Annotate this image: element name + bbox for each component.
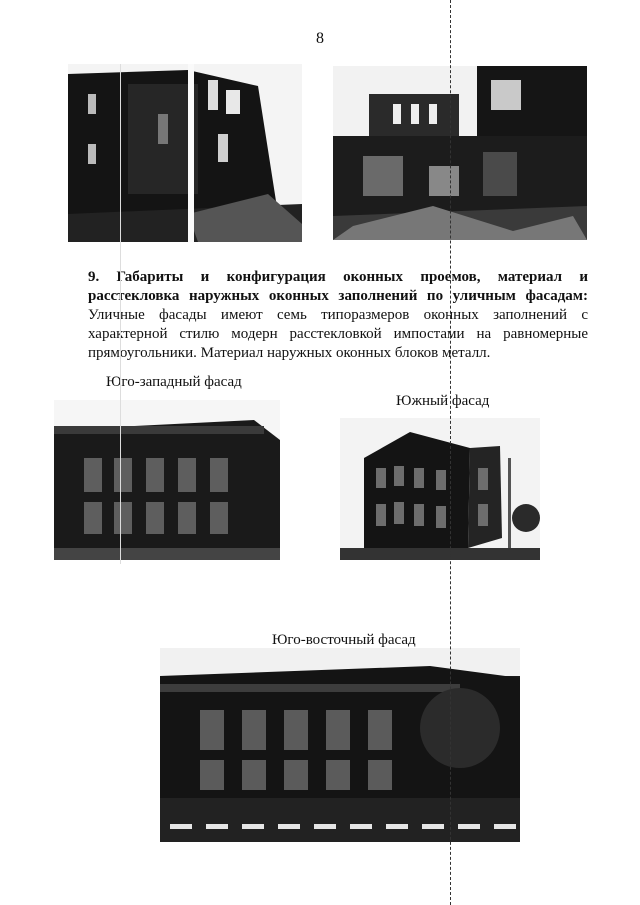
caption-southeast-facade: Юго-восточный фасад <box>272 632 416 648</box>
photo-ruined-building-left <box>68 64 302 242</box>
caption-southwest-facade: Юго-западный фасад <box>106 374 242 390</box>
photo-south-facade <box>340 418 540 560</box>
photo-southwest-facade <box>54 400 280 560</box>
section-body: Уличные фасады имеют семь типоразмеров оконных заполнений с характерной стилю модерн расстекловкой импостами на равномерные прямоугольники. Материал наружных оконных блоков металл. <box>88 307 588 361</box>
photo-ruined-building-right <box>333 66 587 240</box>
scan-line-right <box>450 0 452 905</box>
photo-southeast-facade <box>160 648 520 842</box>
scan-line-left <box>120 64 122 564</box>
section-heading: 9. Габариты и конфигурация оконных проемов, материал и расстекловка наружных оконных заполнений по уличным фасадам: <box>88 269 588 304</box>
section-text <box>88 268 588 363</box>
page-number: 8 <box>316 30 324 47</box>
caption-south-facade: Южный фасад <box>396 393 490 409</box>
